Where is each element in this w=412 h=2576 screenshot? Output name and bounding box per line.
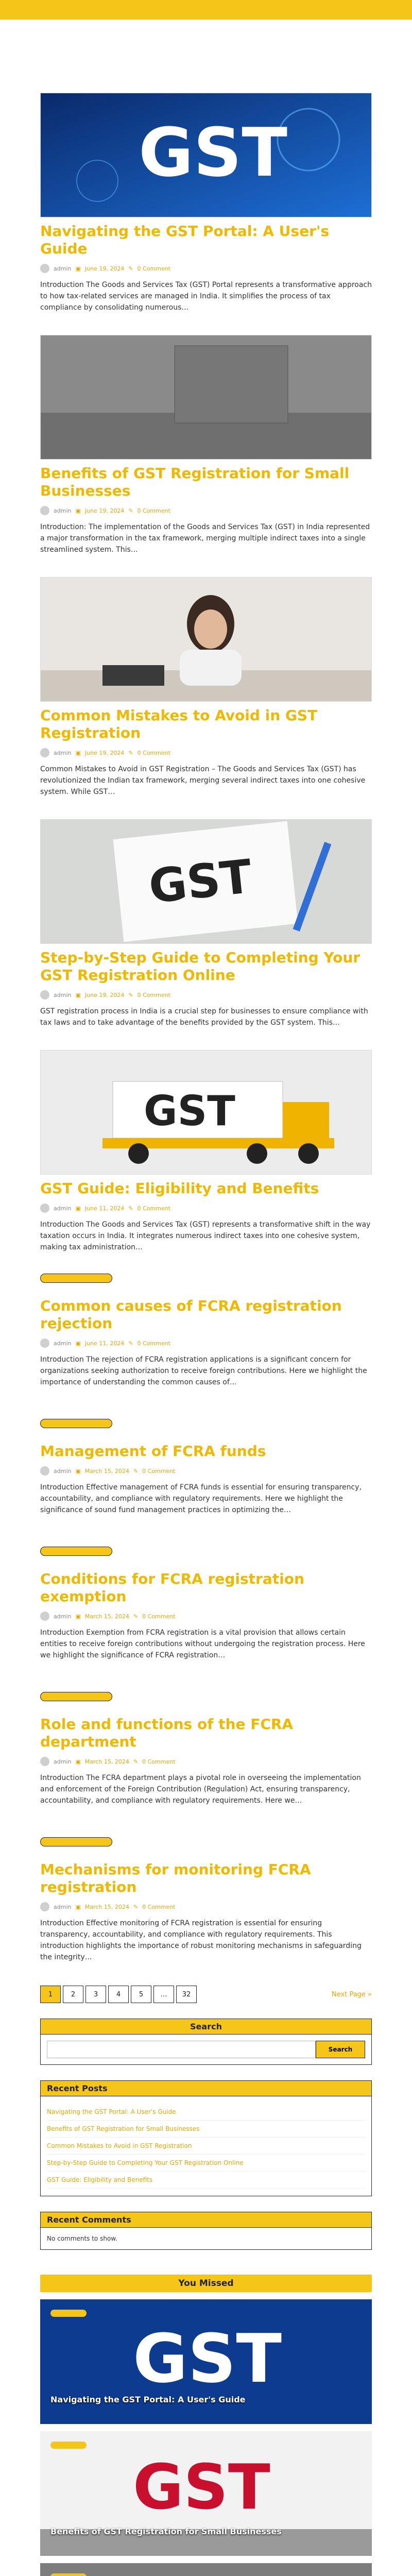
calendar-icon: ▣ — [75, 1613, 81, 1620]
post-comments[interactable]: 0 Comment — [137, 1205, 170, 1212]
post-author[interactable]: admin — [54, 1613, 72, 1620]
post-author[interactable]: admin — [54, 507, 72, 514]
widget-title: Recent Posts — [41, 2081, 371, 2096]
post-comments[interactable]: 0 Comment — [142, 1613, 176, 1620]
post-date[interactable]: June 11, 2024 — [84, 1205, 125, 1212]
post-thumbnail[interactable] — [40, 93, 372, 217]
widget-title: Search — [41, 2019, 371, 2035]
top-bar — [0, 0, 412, 20]
author-avatar — [40, 1338, 49, 1348]
author-avatar — [40, 506, 49, 515]
recent-posts-list — [41, 2096, 371, 2196]
post-card — [40, 335, 372, 555]
post-author[interactable]: admin — [54, 1903, 72, 1910]
post-date[interactable]: June 19, 2024 — [84, 507, 125, 514]
post-author[interactable]: admin — [54, 749, 72, 756]
recent-post-link[interactable]: GST Guide: Eligibility and Benefits — [47, 2172, 365, 2189]
post-excerpt: Introduction The rejection of FCRA registration applications is a significant concern for organizations seeking authorization to receive foreign contributions. Here we highlight the importance of understanding the common causes of… — [40, 1355, 367, 1386]
stressed-woman-image — [41, 578, 372, 702]
post-meta — [40, 1612, 372, 1621]
post-comments[interactable]: 0 Comment — [137, 265, 170, 272]
you-missed-section — [40, 2275, 372, 2576]
main-content — [0, 93, 412, 2576]
post-excerpt: Introduction The FCRA department plays a pivotal role in overseeing the implementation and enforcement of the Foreign Contribution (Regulation) Act, ensuring transparency, accountability, and compliance with regulatory requirements. Here we… — [40, 1774, 361, 1805]
post-title[interactable]: GST Guide: Eligibility and Benefits — [40, 1180, 319, 1197]
svg-text:GST: GST — [146, 849, 255, 914]
post-excerpt: GST registration process in India is a crucial step for businesses to ensure compliance with tax laws and to take advantage of the benefits provided by the GST system. This… — [40, 1007, 368, 1027]
svg-text:GST: GST — [139, 113, 288, 192]
calendar-icon: ▣ — [75, 1467, 81, 1475]
missed-card[interactable] — [40, 2431, 372, 2556]
post-meta — [40, 990, 372, 999]
recent-comments-widget — [40, 2212, 372, 2250]
post-title[interactable]: Mechanisms for monitoring FCRA registration — [40, 1861, 311, 1895]
category-badge[interactable] — [50, 2442, 87, 2449]
calendar-icon: ▣ — [75, 991, 81, 998]
svg-text:GST: GST — [133, 2452, 270, 2523]
gst-registration-image — [41, 335, 372, 460]
author-avatar — [40, 264, 49, 273]
svg-text:GST: GST — [144, 1087, 235, 1135]
post-meta — [40, 506, 372, 515]
post-title[interactable]: Benefits of GST Registration for Small Businesses — [40, 465, 350, 499]
post-author[interactable]: admin — [54, 991, 72, 998]
post-comments[interactable]: 0 Comment — [137, 507, 170, 514]
page-link[interactable]: 3 — [85, 1986, 106, 2003]
post-card — [40, 1419, 372, 1516]
post-title[interactable]: Navigating the GST Portal: A User's Guide — [40, 223, 330, 257]
comment-icon: ✎ — [133, 1613, 139, 1620]
post-title[interactable]: Common causes of FCRA registration rejection — [40, 1297, 342, 1332]
post-title[interactable]: Management of FCRA funds — [40, 1443, 266, 1460]
missed-card[interactable] — [40, 2299, 372, 2424]
calendar-icon: ▣ — [75, 749, 81, 756]
gst-truck-image — [41, 1050, 372, 1175]
stressed-woman-image — [40, 2563, 372, 2576]
post-meta — [40, 1338, 372, 1348]
post-author[interactable]: admin — [54, 265, 72, 272]
post-excerpt: Introduction Effective management of FCRA funds is essential for ensuring transparency, accountability, and compliance with regulatory requirements. Here we highlight the significance of sound fund management practices in optimizing the… — [40, 1483, 362, 1514]
comment-icon: ✎ — [133, 1467, 139, 1475]
page-dots: … — [153, 1986, 174, 2003]
missed-card[interactable] — [40, 2563, 372, 2576]
next-page-link[interactable]: Next Page » — [332, 1990, 372, 1998]
recent-post-link[interactable]: Step-by-Step Guide to Completing Your GST Registration Online — [47, 2155, 365, 2172]
post-card — [40, 93, 372, 313]
search-form — [41, 2035, 371, 2064]
page-link[interactable]: 2 — [63, 1986, 83, 2003]
post-card — [40, 577, 372, 798]
comment-icon: ✎ — [128, 991, 133, 998]
post-title[interactable]: Role and functions of the FCRA department — [40, 1716, 294, 1750]
post-excerpt: Introduction: The implementation of the Goods and Services Tax (GST) in India represented a major transformation in the tax framework, merging multiple indirect taxes into a single streamlined system. This… — [40, 523, 370, 554]
svg-text:GST: GST — [133, 2319, 282, 2398]
post-excerpt: Common Mistakes to Avoid in GST Registration – The Goods and Services Tax (GST) has revolutionized the Indian tax framework, merging several indirect taxes into one cohesive system. While GST… — [40, 765, 366, 796]
recent-post-link[interactable]: Navigating the GST Portal: A User's Guide — [47, 2104, 365, 2121]
comment-icon: ✎ — [128, 1340, 133, 1347]
post-date[interactable]: March 15, 2024 — [84, 1467, 129, 1475]
post-date[interactable]: March 15, 2024 — [84, 1758, 129, 1765]
widget-title: Recent Comments — [41, 2212, 371, 2228]
page-link-last[interactable]: 32 — [176, 1986, 197, 2003]
post-card — [40, 1274, 372, 1388]
no-comments-text: No comments to show. — [47, 2235, 117, 2242]
post-date[interactable]: June 19, 2024 — [84, 991, 125, 998]
recent-post-link[interactable]: Benefits of GST Registration for Small Businesses — [47, 2121, 365, 2138]
post-excerpt: Introduction Effective monitoring of FCRA registration is essential for ensuring transparency, accountability, and compliance with regulatory requirements. This introduction highlights the importance of robust monitoring mechanisms in safeguarding the integrity… — [40, 1919, 362, 1961]
post-date[interactable]: March 15, 2024 — [84, 1903, 129, 1910]
post-card — [40, 1692, 372, 1806]
post-meta — [40, 1902, 372, 1911]
post-title[interactable]: Step-by-Step Guide to Completing Your GST Registration Online — [40, 949, 360, 984]
post-thumbnail[interactable] — [40, 577, 372, 702]
post-card — [40, 1547, 372, 1661]
post-card — [40, 1837, 372, 1963]
post-meta — [40, 264, 372, 273]
post-date[interactable]: June 11, 2024 — [84, 1340, 125, 1347]
comment-icon: ✎ — [128, 749, 133, 756]
post-comments[interactable]: 0 Comment — [137, 1340, 170, 1347]
calendar-icon: ▣ — [75, 1758, 81, 1765]
category-badge[interactable] — [40, 1274, 112, 1283]
pagination — [40, 1986, 372, 2003]
post-title[interactable]: Common Mistakes to Avoid in GST Registration — [40, 707, 318, 741]
calendar-icon: ▣ — [75, 507, 81, 514]
post-comments[interactable]: 0 Comment — [137, 749, 170, 756]
comment-icon: ✎ — [128, 265, 133, 272]
gst-portal-image — [41, 93, 372, 217]
gst-registration-image — [40, 2431, 372, 2556]
comment-icon: ✎ — [128, 1205, 133, 1212]
comment-icon: ✎ — [133, 1903, 139, 1910]
category-badge[interactable] — [40, 1837, 112, 1846]
post-meta — [40, 1204, 372, 1213]
category-badge[interactable] — [50, 2310, 87, 2317]
post-meta — [40, 1757, 372, 1766]
calendar-icon: ▣ — [75, 265, 81, 272]
page-link[interactable]: 5 — [131, 1986, 151, 2003]
author-avatar — [40, 1757, 49, 1766]
author-avatar — [40, 990, 49, 999]
post-date[interactable]: March 15, 2024 — [84, 1613, 129, 1620]
recent-post-link[interactable]: Common Mistakes to Avoid in GST Registration — [47, 2138, 365, 2155]
post-date[interactable]: June 19, 2024 — [84, 749, 125, 756]
post-author[interactable]: admin — [54, 1205, 72, 1212]
post-comments[interactable]: 0 Comment — [142, 1903, 176, 1910]
calendar-icon: ▣ — [75, 1903, 81, 1910]
post-card — [40, 819, 372, 1028]
search-button[interactable]: Search — [316, 2041, 365, 2058]
post-excerpt: Introduction The Goods and Services Tax (GST) Portal represents a transformative approach to how tax-related services are managed in India. It simplifies the process of tax compliance by consolidating numerous… — [40, 281, 372, 312]
author-avatar — [40, 1466, 49, 1476]
post-author[interactable]: admin — [54, 1758, 72, 1765]
page-link[interactable]: 4 — [108, 1986, 129, 2003]
category-badge[interactable] — [40, 1692, 112, 1701]
post-meta — [40, 748, 372, 757]
post-author[interactable]: admin — [54, 1340, 72, 1347]
gst-notepad-image — [41, 820, 372, 944]
missed-title[interactable]: Navigating the GST Portal: A User's Guide — [50, 2395, 246, 2404]
section-title: You Missed — [40, 2275, 372, 2292]
post-excerpt: Introduction The Goods and Services Tax (GST) represents a transformative shift in the way taxation occurs in India. It integrates numerous indirect taxes into one cohesive system, making tax administration… — [40, 1221, 371, 1251]
post-meta — [40, 1466, 372, 1476]
search-widget — [40, 2019, 372, 2065]
post-card — [40, 1050, 372, 1253]
recent-posts-widget — [40, 2080, 372, 2196]
comment-icon: ✎ — [133, 1758, 139, 1765]
post-comments[interactable]: 0 Comment — [137, 991, 170, 998]
missed-title[interactable]: Benefits of GST Registration for Small Businesses — [50, 2527, 282, 2536]
author-avatar — [40, 1204, 49, 1213]
calendar-icon: ▣ — [75, 1205, 81, 1212]
author-avatar — [40, 1902, 49, 1911]
author-avatar — [40, 748, 49, 757]
post-date[interactable]: June 19, 2024 — [84, 265, 125, 272]
post-thumbnail[interactable] — [40, 1050, 372, 1175]
category-badge[interactable] — [40, 1547, 112, 1556]
gst-portal-image — [40, 2299, 372, 2424]
post-comments[interactable]: 0 Comment — [142, 1467, 176, 1475]
author-avatar — [40, 1612, 49, 1621]
post-thumbnail[interactable] — [40, 819, 372, 944]
category-badge[interactable] — [50, 2573, 87, 2576]
comment-icon: ✎ — [128, 507, 133, 514]
post-comments[interactable]: 0 Comment — [142, 1758, 176, 1765]
post-title[interactable]: Conditions for FCRA registration exemption — [40, 1570, 304, 1605]
post-thumbnail[interactable] — [40, 335, 372, 460]
search-input[interactable] — [47, 2041, 316, 2058]
page-link[interactable]: 1 — [40, 1986, 61, 2003]
calendar-icon: ▣ — [75, 1340, 81, 1347]
category-badge[interactable] — [40, 1419, 112, 1428]
post-excerpt: Introduction Exemption from FCRA registration is a vital provision that allows certain entities to receive foreign contributions without undergoing the registration process. Here we highlight the significance of FCRA registration… — [40, 1629, 365, 1659]
post-author[interactable]: admin — [54, 1467, 72, 1475]
